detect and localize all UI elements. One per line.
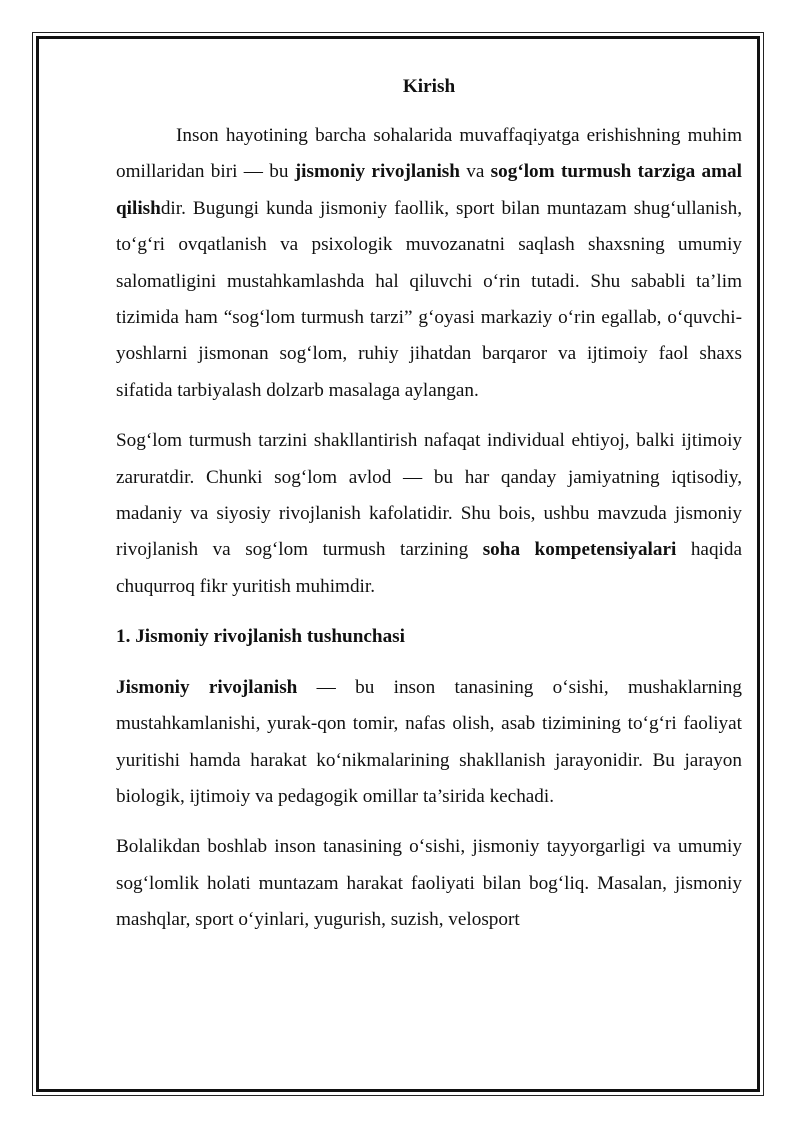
section-heading: 1. Jismoniy rivojlanish tushunchasi: [116, 626, 405, 648]
text-run: va: [459, 161, 491, 183]
bold-term: soha kompetensiyalari: [482, 539, 677, 561]
document-body: [116, 70, 742, 953]
bold-term: jismoniy rivojlanish: [294, 161, 460, 183]
text-run: Sog‘lom turmush tarzini shakllantirish nafaqat individual ehtiyoj, balki ijtimoiy zaruratdir. Chunki sog‘lom avlod — bu har qanday jamiyatning iqtisodiy, madaniy va siyosiy rivojlanish kafolatidir. Shu bois, ushbu mavzuda jismoniy rivojlanish va sog‘lom turmush tarzining: [116, 430, 742, 561]
intro-paragraph-2: [116, 423, 742, 605]
text-run: Inson hayotining barcha sohalarida muvaffaqiyatga erishishning muhim omillaridan biri — bu: [116, 125, 742, 183]
section-paragraph-1: [116, 670, 742, 816]
document-title: Kirish: [402, 76, 456, 97]
section-paragraph-2: [116, 829, 742, 938]
bold-term: Jismoniy rivojlanish: [116, 676, 298, 698]
text-run: Bolalikdan boshlab inson tanasining o‘sishi, jismoniy tayyorgarligi va umumiy sog‘lomlik holati muntazam harakat faoliyati bilan bog‘liq. Masalan, jismoniy mashqlar, sport o‘yinlari, yugurish, suzish, velosport: [116, 836, 742, 931]
intro-paragraph-1: [116, 118, 742, 409]
text-run: — bu inson tanasining o‘sishi, mushaklarning mustahkamlanishi, yurak-qon tomir, nafas olish, asab tizimining to‘g‘ri faoliyat yuritishi hamda harakat ko‘nikmalarining shakllanish jarayonidir. Bu jarayon biologik, ijtimoiy va pedagogik omillar ta’sirida kechadi.: [116, 676, 742, 807]
bold-term: sog‘lom turmush tarziga amal qilish: [116, 161, 742, 219]
text-run: haqida chuqurroq fikr yuritish muhimdir.: [116, 539, 742, 597]
text-run: dir. Bugungi kunda jismoniy faollik, sport bilan muntazam shug‘ullanish, to‘g‘ri ovqatlanish va psixologik muvozanatni saqlash shaxsning umumiy salomatligini mustahkamlashda hal qiluvchi o‘rin tutadi. Shu sababli ta’lim tizimida ham “sog‘lom turmush tarzi” g‘oyasi markaziy o‘rin egallab, o‘quvchi-yoshlarni jismonan sog‘lom, ruhiy jihatdan barqaror va ijtimoiy faol shaxs sifatida tarbiyalash dolzarb masalaga aylangan.: [116, 197, 742, 401]
